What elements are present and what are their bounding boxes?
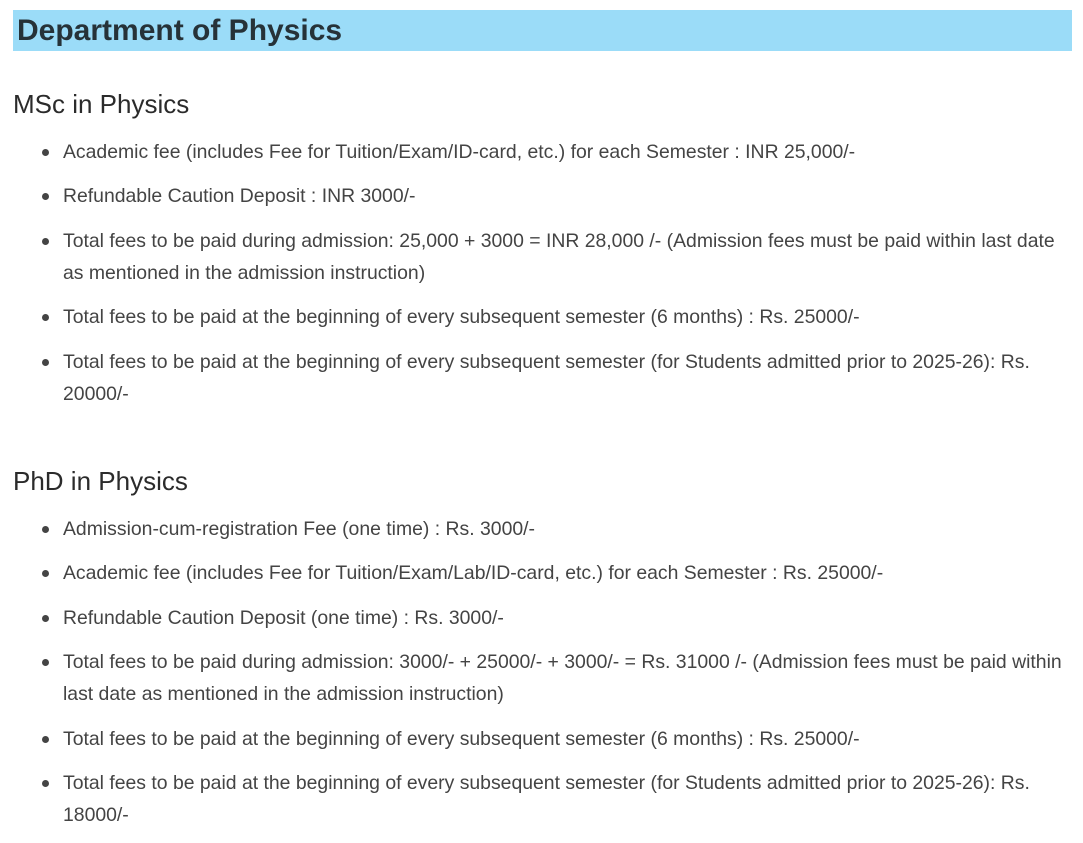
bullet-icon [42, 359, 49, 366]
list-item-text: Admission-cum-registration Fee (one time) : Rs. 3000/- [63, 518, 536, 540]
bullet-icon [42, 149, 49, 156]
bullet-icon [42, 659, 49, 666]
list-item-text: Academic fee (includes Fee for Tuition/Exam/ID-card, etc.) for each Semester : INR 25,000/- [63, 141, 856, 163]
list-item [13, 301, 1075, 333]
list-item [13, 513, 1075, 545]
bullet-icon [42, 238, 49, 245]
bullet-icon [42, 780, 49, 787]
msc-heading: MSc in Physics [13, 89, 190, 119]
msc-section [13, 86, 1075, 422]
bullet-icon [42, 615, 49, 622]
list-item [13, 225, 1075, 289]
bullet-icon [42, 570, 49, 577]
phd-section [13, 463, 1075, 843]
list-item-text: Total fees to be paid at the beginning of every subsequent semester (6 months) : Rs. 25000/- [63, 727, 860, 750]
phd-heading: PhD in Physics [13, 466, 188, 496]
list-item [13, 136, 1075, 168]
list-item [13, 602, 1075, 634]
bullet-icon [42, 314, 49, 321]
department-banner [13, 10, 1072, 51]
page-title: Department of Physics [17, 14, 343, 47]
list-item [13, 767, 1075, 831]
list-item [13, 557, 1075, 589]
list-item-text: Total fees to be paid at the beginning of every subsequent semester (6 months) : Rs. 25000/- [63, 306, 860, 329]
bullet-icon [42, 193, 49, 200]
list-item-text: Refundable Caution Deposit : INR 3000/- [63, 185, 416, 208]
list-item [13, 180, 1075, 212]
phd-fee-list [13, 513, 1075, 831]
bullet-icon [42, 526, 49, 533]
list-item-text: Total fees to be paid at the beginning of every subsequent semester (for Students admitted prior to 2025-26): Rs. 20000/- [63, 350, 1030, 405]
list-item [13, 723, 1075, 755]
list-item-text: Total fees to be paid during admission: 25,000 + 3000 = INR 28,000 /- (Admission fees must be paid within last date as mentioned in the admission instruction) [63, 229, 1055, 284]
list-item [13, 346, 1075, 410]
list-item-text: Total fees to be paid at the beginning of every subsequent semester (for Students admitted prior to 2025-26): Rs. 18000/- [63, 771, 1030, 826]
list-item-text: Academic fee (includes Fee for Tuition/Exam/Lab/ID-card, etc.) for each Semester : Rs. 25000/- [63, 562, 884, 585]
list-item-text: Total fees to be paid during admission: 3000/- + 25000/- + 3000/- = Rs. 31000 /- (Admission fees must be paid within last date as mentioned in the admission instruction) [63, 651, 1062, 706]
list-item [13, 646, 1075, 710]
bullet-icon [42, 736, 49, 743]
list-item-text: Refundable Caution Deposit (one time) : Rs. 3000/- [63, 606, 504, 629]
msc-fee-list [13, 136, 1075, 410]
